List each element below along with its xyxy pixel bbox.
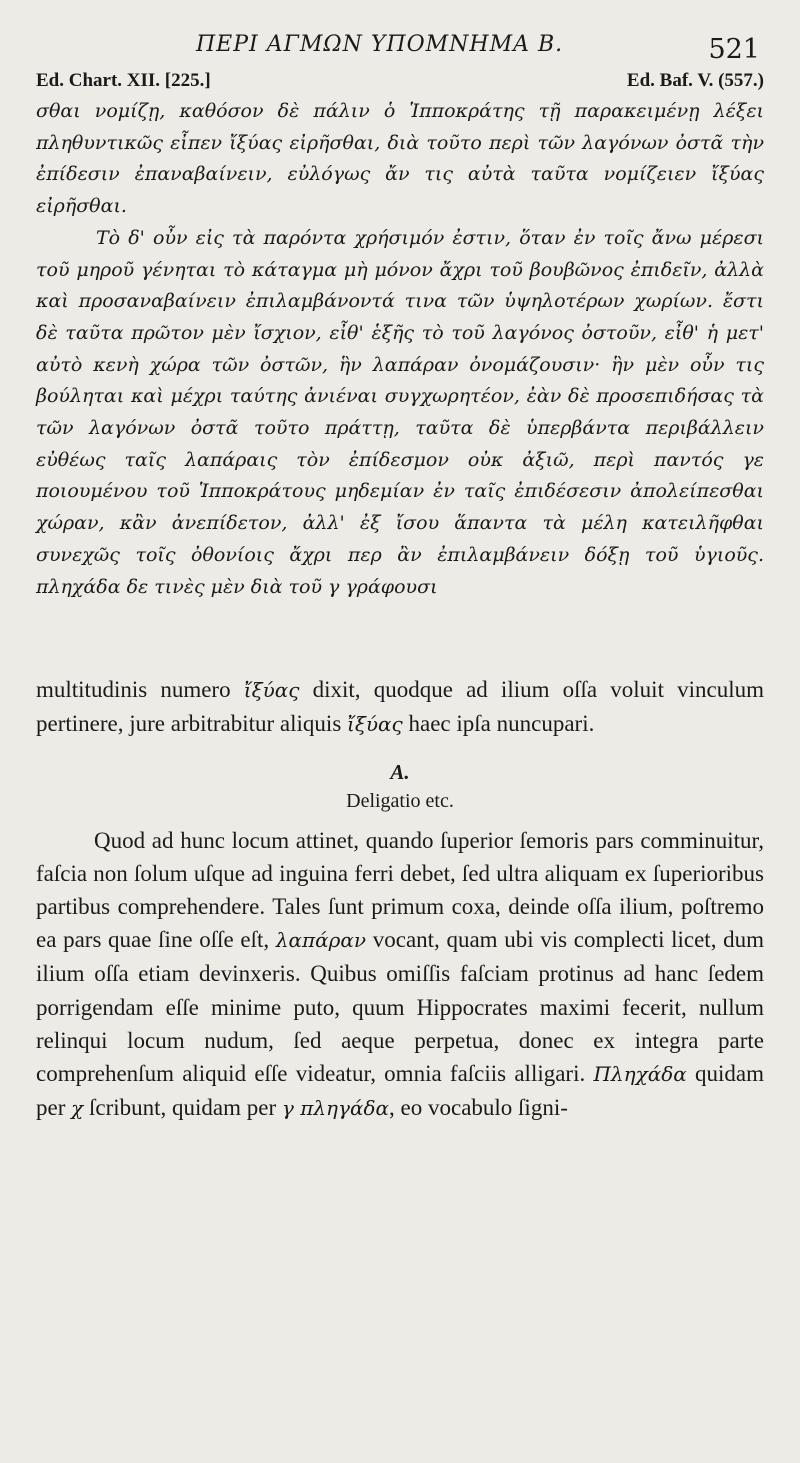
greek-paragraph-2: Τὸ δ' οὖν εἰς τὰ παρόντα χρήσιμόν ἐστιν, ὅταν ἐν τοῖς ἄνω μέρεσι τοῦ μηροῦ γένηται τὸ κάταγμα μὴ μόνον ἄχρι τοῦ βουβῶνος ἐπιδεῖν, ἀλλὰ καὶ προσαναβαίνειν ἐπιλαμβάνοντά τινα τῶν ὑψηλοτέρων χωρίων. ἔστι δὲ ταῦτα πρῶτον μὲν ἴσχιον, εἶθ' ἑξῆς τὸ τοῦ λαγόνος ὀστοῦν, εἶθ' ἡ μετ' αὐτὸ κενὴ χώρα τῶν ὀστῶν, ἣν λαπάραν ὀνομάζουσιν· ἣν μὲν οὖν τις βούληται καὶ μέχρι ταύτης ἀνιέναι συγχωρητέον, ἐὰν δὲ προσεπιδήσας τὰ τῶν λαγόνων ὀστᾶ τοῦτο πράττῃ, ταῦτα δὲ ὑπερβάντα περιβάλλειν εὐθέως ταῖς λαπάραις τὸν ἐπίδεσμον οὐκ ἀξιῶ, περὶ παντός γε ποιουμένου τοῦ Ἱπποκράτους μηδεμίαν ἐν ταῖς ἐπιδέσεσιν ἀπολείπεσθαι χώραν, κἂν ἀνεπίδετον, ἀλλ' ἐξ ἴσου ἅπαντα τὰ μέλη κατειλῆφθαι συνεχῶς τοῖς ὀθονίοις ἄχρι περ ἂν ἐπιλαμβάνειν δόξῃ τοῦ ὑγιοῦς. πληχάδα δε τινὲς μὲν διὰ τοῦ γ γράφουσι	[36, 226, 764, 598]
latin-text-run: haec ipſa nuncupari.	[402, 711, 595, 737]
latin-text-run: Quod ad hunc locum attinet, quando ſuperior ſemoris pars comminuitur, faſcia non ſolum uſque ad inguina ferri debet, ſed ultra aliquam ex ſuperioribus partibus comprehendere. Tales ſunt primum coxa, deinde oſſa ilium, poſtremo ea pars quae ſine oſſe eſt,	[36, 827, 764, 953]
section-title: Deligatio etc.	[346, 789, 454, 812]
greek-paragraph-1: σθαι νομίζῃ, καθόσον δὲ πάλιν ὁ Ἱπποκράτης τῇ παρακειμένῃ λέξει πληθυντικῶς εἶπεν ἴξύας εἰρῆσθαι, διὰ τοῦτο περὶ τῶν λαγόνων ὀστᾶ τὴν ἐπίδεσιν ἐπαναβαίνειν, εὐλόγως ἄν τις αὐτὰ ταῦτα νομίζειεν ἴξύας εἰρῆσθαι.	[36, 100, 764, 218]
greek-text-block	[36, 96, 764, 603]
edition-right: Ed. Baf. V. (557.)	[626, 70, 764, 91]
greek-term: γ πληγάδα	[281, 1096, 390, 1121]
latin-text-block	[36, 673, 764, 1125]
greek-term: ἴξύας	[347, 712, 403, 737]
page-number: 521	[708, 34, 760, 65]
latin-text-run: , eo vocabulo ſigni-	[389, 1095, 568, 1121]
latin-text-run: ſcribunt, quidam per	[83, 1095, 282, 1121]
latin-paragraph-1	[36, 673, 764, 741]
section-gap	[36, 603, 764, 673]
running-head	[36, 30, 764, 66]
section-letter: A.	[390, 759, 410, 784]
latin-paragraph-2	[36, 824, 764, 1126]
latin-text-run: vocant, quam ubi vis complecti licet, dum ilium oſſa etiam devinxeris. Quibus omiſſis faſciam protinus ad hanc ſedem porrigendam eſſe minime puto, quum Hippocrates maximi fecerit, nullum relinqui locum nudum, ſed aeque perpetua, donec ex integra parte comprehenſum aliquid eſſe videatur, omnia faſciis alligari.	[36, 927, 764, 1087]
latin-text-run: quidam per	[36, 1061, 764, 1121]
greek-term: Πληχάδα	[593, 1062, 687, 1087]
edition-left: Ed. Chart. XII. [225.]	[36, 70, 211, 91]
greek-term: λαπάραν	[275, 928, 367, 953]
edition-line	[36, 66, 764, 96]
greek-term: χ	[71, 1096, 84, 1121]
latin-text-run: dixit, quodque ad ilium oſſa voluit vinculum pertinere, jure arbitrabitur aliquis	[36, 677, 764, 737]
running-title: ΠΕΡΙ ΑΓΜΩΝ ΥΠΟΜΝΗΜΑ Β.	[196, 32, 564, 57]
greek-term: ἴξύας	[243, 678, 300, 703]
book-page	[36, 30, 764, 1443]
latin-text-run: multitudinis numero	[36, 677, 244, 703]
